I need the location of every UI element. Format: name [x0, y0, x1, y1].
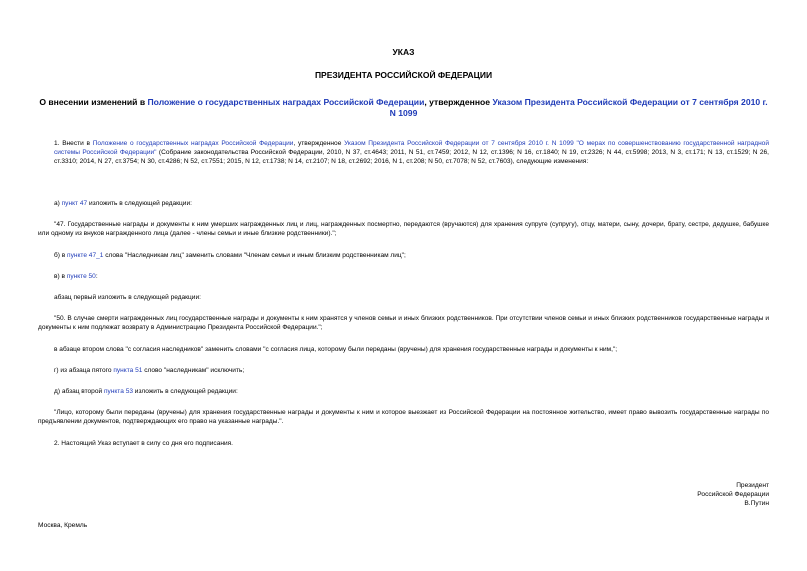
- link-punkt-51[interactable]: пункта 51: [113, 367, 143, 374]
- para1-text-a: 1. Внести в: [54, 140, 93, 147]
- item-b: [38, 251, 769, 260]
- para1-link-regulation[interactable]: Положение о государственных наградах Российской Федерации: [92, 140, 294, 147]
- para1-text-c: (Собрание законодательства Российской Федерации, 2010, N 37, ст.4643; 2011, N 51, ст.7459; 2012, N 12, ст.1396; N 16, ст.1840; N 19, ст.2326; N 44, ст.5998; 2013, N 3, ст.171; N 13, ст.1529; N 26, ст.3310; 2014, N 27, ст.3754; N 30, ст.4286; N 52, ст.7551; 2015, N 12, ст.1738; N 14, ст.2107; N 18, ст.2692; 2016, N 1, ст.208; N 50, ст.7078; N 52, ст.7603), следующие изменения:: [54, 149, 769, 166]
- item-g: [38, 366, 769, 375]
- abzac-second: в абзаце втором слова "с согласия наследников" заменить словами "с согласия лица, которому были переданы (вручены) для хранения государственные награды и документы к ним,";: [54, 346, 618, 353]
- item-b-post: слова "Наследникам лиц" заменить словами "Членам семьи и иным близким родственникам лиц";: [103, 252, 406, 259]
- decree-heading: УКАЗ: [392, 47, 415, 57]
- item-b-pre: б) в: [54, 252, 68, 259]
- title-link-decree[interactable]: Указом Президента Российской Федерации от 7 сентября 2010 г. N 1099: [389, 97, 768, 118]
- quote-53: "Лицо, которому были переданы (вручены) для хранения государственные награды и документы к ним и которое выезжает из Российской Федерации на постоянное жительство, имеет право вывозить государственные награды по предъявлении документов, подтверждающих его право на указанные награды.".: [38, 409, 769, 426]
- title-link-regulation[interactable]: Положение о государственных наградах Российской Федерации: [147, 97, 425, 107]
- item-a-post: изложить в следующей редакции:: [87, 200, 192, 207]
- item-a: [38, 199, 769, 208]
- title-mid: , утвержденное: [424, 97, 493, 107]
- para1-link-decree[interactable]: Указом Президента Российской Федерации от 7 сентября 2010 г. N 1099 "О мерах по совершенствованию государственной наградной системы Российской Федерации": [54, 140, 769, 157]
- link-punkt-47[interactable]: пункт 47: [61, 200, 88, 207]
- quote-47: "47. Государственные награды и документы к ним умерших награжденных лиц и лиц, награжденных посмертно, передаются (вручаются) для хранения супруге (супругу), отцу, матери, сыну, дочери, брату, сестре, дедушке, бабушке или одному из внуков награжденного лица (далее - члены семьи и иные близкие родственники).";: [38, 221, 769, 238]
- link-punkt-53[interactable]: пункта 53: [103, 388, 133, 395]
- signature-country: Российской Федерации: [697, 491, 769, 499]
- item-v-pre: в) в: [54, 273, 67, 280]
- link-punkt-47-1[interactable]: пункте 47_1: [67, 252, 104, 259]
- item-d-pre: д) абзац второй: [54, 388, 104, 395]
- signature-block: [697, 481, 769, 509]
- decree-issuer: ПРЕЗИДЕНТА РОССИЙСКОЙ ФЕДЕРАЦИИ: [314, 70, 493, 80]
- item-g-pre: г) из абзаца пятого: [54, 367, 114, 374]
- link-punkt-50[interactable]: пункте 50: [66, 273, 96, 280]
- abzac-first: абзац первый изложить в следующей редакции:: [54, 294, 201, 301]
- item-v-post: :: [95, 273, 98, 280]
- paragraph-1: [38, 139, 769, 167]
- quote-50: "50. В случае смерти награжденных лиц государственные награды и документы к ним хранятся у членов семьи и иных близких родственников. При отсутствии членов семьи и иных близких родственников государственные награды и документы к ним подлежат возврату в Администрацию Президента Российской Федерации.";: [38, 315, 769, 332]
- document-title: [38, 97, 769, 119]
- signature-name: В.Путин: [744, 500, 769, 508]
- item-d: [38, 387, 769, 396]
- para1-text-b: , утвержденное: [293, 140, 345, 147]
- item-g-post: слово "наследникам" исключить;: [142, 367, 245, 374]
- item-d-post: изложить в следующей редакции:: [132, 388, 238, 395]
- item-v: [38, 272, 769, 281]
- signature-title: Президент: [736, 482, 769, 489]
- signing-place: Москва, Кремль: [38, 522, 88, 529]
- item-a-pre: а): [54, 200, 62, 207]
- title-prefix: О внесении изменений в: [39, 97, 148, 107]
- paragraph-2: 2. Настоящий Указ вступает в силу со дня его подписания.: [54, 440, 233, 447]
